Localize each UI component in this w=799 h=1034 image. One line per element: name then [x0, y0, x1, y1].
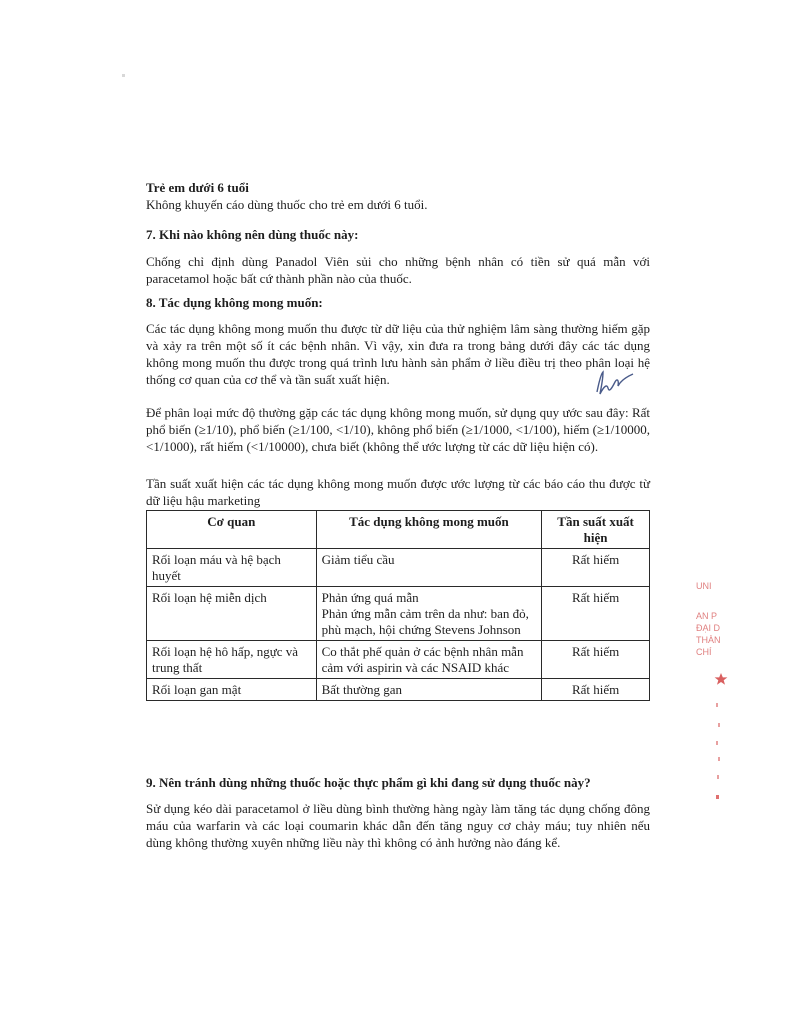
- stamp-marks-icon: [696, 695, 726, 805]
- frequency-cell: Rất hiếm: [542, 679, 650, 701]
- table-row: [147, 679, 650, 701]
- section-7-title: 7. Khi nào không nên dùng thuốc này:: [146, 227, 359, 242]
- section-9-text: Sử dụng kéo dài paracetamol ở liều dùng bình thường hàng ngày làm tăng tác dụng chống đông máu của warfarin và các loại coumarin khác dẫn đến tăng nguy cơ chảy máu; tuy nhiên nếu dùng không thường xuyên những liều này thì không có ảnh hưởng nào đáng kể.: [146, 801, 650, 850]
- effect-cell: [316, 587, 542, 641]
- effect-cell: Giảm tiểu cầu: [316, 549, 542, 587]
- section-8-paragraph-3: Tần suất xuất hiện các tác dụng không mong muốn được ước lượng từ các báo cáo thu được từ dữ liệu hậu marketing: [146, 476, 650, 508]
- stamp-fragment: [696, 580, 736, 820]
- organ-cell: Rối loạn hệ miễn dịch: [147, 587, 317, 641]
- stamp-line: UNI: [696, 581, 712, 591]
- frequency-cell: Rất hiếm: [542, 587, 650, 641]
- stamp-line: THÀN: [696, 635, 721, 645]
- section-8-title: 8. Tác dụng không mong muốn:: [146, 295, 323, 310]
- header-organ: Cơ quan: [147, 511, 317, 549]
- stamp-line: ĐẠI D: [696, 623, 721, 633]
- children-heading: Trẻ em dưới 6 tuổi: [146, 180, 249, 195]
- table-row: [147, 587, 650, 641]
- adverse-effects-table: [146, 510, 650, 701]
- stamp-line: CHÍ: [696, 647, 712, 657]
- effect-cell: Co thắt phế quản ở các bệnh nhân mẫn cảm với aspirin và các NSAID khác: [316, 641, 542, 679]
- effect-line: Phản ứng mẫn cảm trên da như: ban đỏ, phù mạch, hội chứng Stevens Johnson: [321, 606, 529, 637]
- header-frequency: Tần suất xuất hiện: [542, 511, 650, 549]
- header-effect: Tác dụng không mong muốn: [316, 511, 542, 549]
- children-text: Không khuyến cáo dùng thuốc cho trẻ em dưới 6 tuổi.: [146, 197, 428, 212]
- table-row: [147, 549, 650, 587]
- table-row: [147, 641, 650, 679]
- scan-speck: [122, 74, 125, 77]
- section-9-title: 9. Nên tránh dùng những thuốc hoặc thực phẩm gì khi đang sử dụng thuốc này?: [146, 775, 591, 790]
- section-7-text: Chống chỉ định dùng Panadol Viên sủi cho những bệnh nhân có tiền sử quá mẫn với paracetamol hoặc bất cứ thành phần nào của thuốc.: [146, 254, 650, 286]
- section-8-paragraph-2: Để phân loại mức độ thường gặp các tác dụng không mong muốn, sử dụng quy ước sau đây: Rất phổ biến (≥1/10), phổ biến (≥1/100, <1/10), không phổ biến (≥1/1000, <1/100), hiếm (≥1/10000, <1/1000), rất hiếm (<1/10000), chưa biết (không thể ước lượng từ các dữ liệu hiện có).: [146, 405, 650, 454]
- stamp-line: AN P: [696, 611, 718, 621]
- table-header-row: [147, 511, 650, 549]
- organ-cell: Rối loạn gan mật: [147, 679, 317, 701]
- frequency-cell: Rất hiếm: [542, 549, 650, 587]
- section-8-paragraph-1: Các tác dụng không mong muốn thu được từ dữ liệu của thử nghiệm lâm sàng thường hiếm gặp và xảy ra trên một số ít các bệnh nhân. Vì vậy, xin đưa ra trong bảng dưới đây các tác dụng không mong muốn thu được trong quá trình lưu hành sản phẩm ở liều điều trị theo phân loại hệ thống cơ quan của cơ thể và tần suất xuất hiện.: [146, 321, 650, 387]
- organ-cell: Rối loạn máu và hệ bạch huyết: [147, 549, 317, 587]
- frequency-cell: Rất hiếm: [542, 641, 650, 679]
- effect-line: Phản ứng quá mẫn: [321, 590, 419, 605]
- effect-cell: Bất thường gan: [316, 679, 542, 701]
- organ-cell: Rối loạn hệ hô hấp, ngực và trung thất: [147, 641, 317, 679]
- signature-icon: [591, 368, 637, 398]
- star-icon: [714, 672, 728, 686]
